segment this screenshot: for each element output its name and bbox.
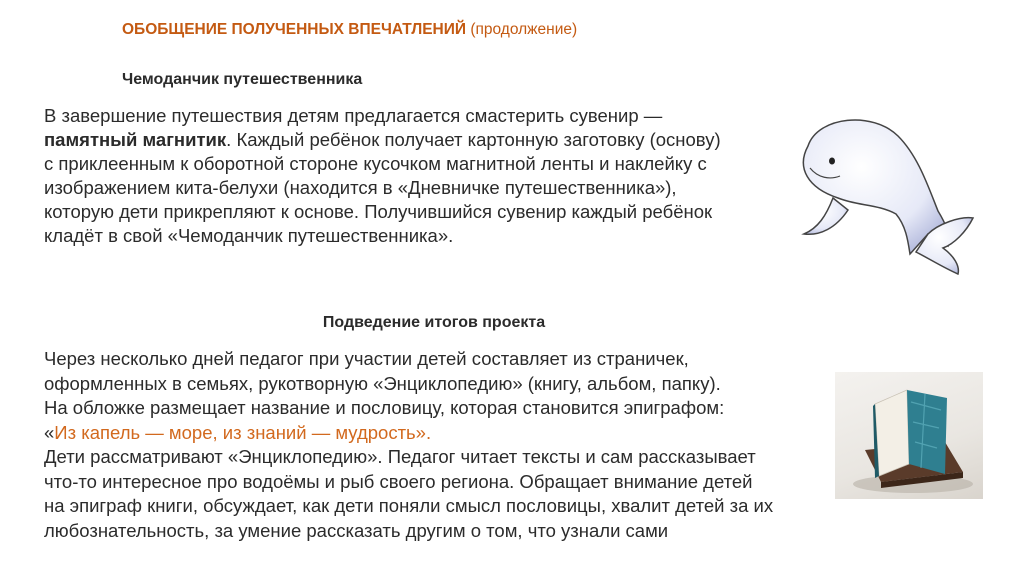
section1-bold-phrase: памятный магнитик	[44, 129, 227, 150]
section1-text-before: В завершение путешествия детям предлагается смастерить сувенир —	[44, 105, 663, 126]
section2-line: Дети рассматривают «Энциклопедию». Педагог читает тексты и сам рассказывает	[44, 446, 756, 467]
book-illustration	[835, 372, 983, 499]
beluga-whale-illustration	[778, 106, 978, 276]
section1-paragraph	[44, 104, 724, 248]
quote-open-mark: «	[44, 421, 55, 443]
section2-line: На обложке размещает название и пословицу, которая становится эпиграфом:	[44, 397, 725, 418]
whale-body	[803, 120, 948, 254]
section2-quote-line	[44, 421, 824, 446]
section2-line: что-то интересное про водоёмы и рыб своего региона. Обращает внимание детей	[44, 470, 753, 492]
whale-eye	[829, 158, 835, 165]
proverb-quote: Из капель — море, из знаний — мудрость».	[54, 421, 432, 443]
section2-line: на эпиграф книги, обсуждает, как дети поняли смысл пословицы, хвалит детей за их	[44, 495, 774, 516]
page-title	[122, 21, 577, 39]
whale-flipper	[804, 198, 848, 234]
section2-line: Через несколько дней педагог при участии детей составляет из страничек,	[44, 348, 689, 369]
section1-subtitle: Чемоданчик путешественника	[122, 71, 363, 88]
section2-line: оформленных в семьях, рукотворную «Энциклопедию» (книгу, альбом, папку).	[44, 372, 721, 394]
section2-heading: Подведение итогов проекта	[322, 314, 546, 331]
book-pages	[875, 390, 909, 476]
handmade-book-photo	[835, 372, 983, 499]
section2-line: любознательность, за умение рассказать другим о том, что узнали сами	[44, 519, 669, 541]
section2-paragraph	[44, 347, 824, 543]
page-title-suffix: (продолжение)	[466, 21, 578, 38]
page-title-bold: ОБОБЩЕНИЕ ПОЛУЧЕННЫХ ВПЕЧАТЛЕНИЙ	[122, 21, 467, 38]
section1-text-after: . Каждый ребёнок получает картонную заготовку (основу) с приклеенным к оборотной стороне кусочком магнитной ленты и наклейку с изображением кита-белухи (находится в «Дневничке путешественника»), которую дети прикрепляют к основе. Получившийся сувенир каждый ребёнок кладёт в свой «Чемоданчик путешественника».	[44, 129, 721, 246]
